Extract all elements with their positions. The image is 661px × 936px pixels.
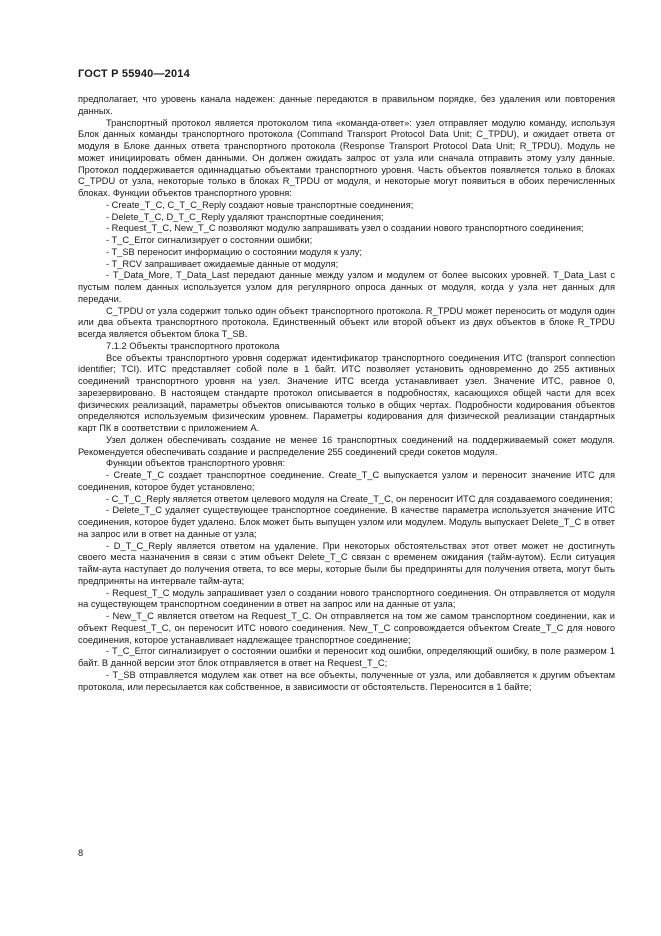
list-item: - T_RCV запрашивает ожидаемые данные от модуля; bbox=[106, 258, 339, 269]
list-item: - Delete_T_C, D_T_C_Reply удаляют транспортные соединения; bbox=[106, 211, 384, 222]
list-item: - New_T_C является ответом на Request_T_C. Он отправляется на том же самом транспортном соединении, как и объект Request_T_C, он переносит ИТС нового соединения. New_T_C сопровождается объектом Create_T_C для нового соединения, которое устанавливает надлежащее транспортное соединение; bbox=[78, 611, 615, 645]
list-item: - T_Data_More, T_Data_Last передают данные между узлом и модулем от более высоких уровней. T_Data_Last с пустым полем данных используется узлом для регулярного опроса данных от модуля, когда у узла нет данных для передачи. bbox=[78, 270, 615, 304]
list-item: - C_T_C_Reply является ответом целевого модуля на Create_T_C, он переносит ИТС для создаваемого соединения; bbox=[106, 493, 613, 504]
section-heading: 7.1.2 Объекты транспортного протокола bbox=[106, 340, 280, 351]
paragraph: Узел должен обеспечивать создание не менее 16 транспортных соединений на поддерживаемый сокет модуля. Рекомендуется обеспечивать создание и распределение 255 соединений среди сокетов модуля. bbox=[78, 434, 615, 457]
list-item: - D_T_C_Reply является ответом на удаление. При некоторых обстоятельствах этот ответ может не достигнуть своего места назначения в связи с этим объект Delete_T_C связан с временем ожидания (тайм-аутом). Если ситуация тайм-аута наступает до получения ответа, то все меры, которые были бы предприняты для получения ответа, могут быть предприняты на интервале тайм-аута; bbox=[78, 540, 615, 586]
page-number: 8 bbox=[78, 848, 84, 858]
document-body bbox=[78, 94, 615, 693]
paragraph: C_TPDU от узла содержит только один объект транспортного протокола. R_TPDU может переносить от модуля один или два объекта транспортного протокола. Единственный объект или второй объект из двух объектов в блоке R_TPDU всегда является объектом блока T_SB. bbox=[78, 305, 615, 339]
paragraph: Функции объектов транспортного уровня: bbox=[106, 458, 286, 469]
list-item: - T_C_Error сигнализирует о состоянии ошибки и переносит код ошибки, определяющий ошибку, в поле размером 1 байт. В данной версии этот блок отправляется в ответ на Request_T_C; bbox=[78, 646, 615, 668]
list-item: - T_SB переносит информацию о состоянии модуля к узлу; bbox=[106, 246, 362, 257]
list-item: - Create_T_C, C_T_C_Reply создают новые транспортные соединения; bbox=[106, 199, 414, 210]
list-item: - Create_T_C создает транспортное соединение. Create_T_C выпускается узлом и переносит значение ИТС для соединения, которое будет установлено; bbox=[78, 470, 615, 492]
list-item: - Request_T_C модуль запрашивает узел о создании нового транспортного соединения. Он отправляется от модуля на существующем транспортном соединении в ответ на запрос или на данные от узла; bbox=[78, 587, 615, 610]
paragraph: предполагает, что уровень канала надежен: данные передаются в правильном порядке, без удаления или повторения данных. bbox=[78, 94, 615, 116]
list-item: - T_SB отправляется модулем как ответ на все объекты, полученные от узла, или добавляется к другим объектам протокола, или пересылается как собственное, в зависимости от обстоятельств. Переносится в 1 байте; bbox=[78, 669, 615, 692]
page-header: ГОСТ Р 55940—2014 bbox=[78, 68, 190, 80]
paragraph: Все объекты транспортного уровня содержат идентификатор транспортного соединения ИТС (transport connection identifier; TCI). ИТС представляет собой поле в 1 байт. ИТС позволяет установить одновременно до 255 активных соединений транспортного уровня на узел. Значение ИТС всегда устанавливает узел. Значение ИТС, равное 0, зарезервировано. В настоящем стандарте протокол описывается в подробностях, касающихся общей части для всех физических реализаций, параметры объектов описываются только в общих чертах. Подробности кодирования объектов определяются используемым физическим уровнем. Параметры кодирования для физической реализации стандартных карт ПК в соответствии с приложением А. bbox=[78, 352, 615, 433]
list-item: - Request_T_C, New_T_C позволяют модулю запрашивать узел о создании нового транспортного соединения; bbox=[106, 223, 584, 234]
paragraph: Транспортный протокол является протоколом типа «команда-ответ»: узел отправляет модулю команду, используя Блок данных команды транспортного протокола (Command Transport Protocol Data Unit; C_TPDU), и ожидает ответа от модуля в Блоке данных ответа транспортного протокола (Response Transport Protocol Data Unit; R_TPDU). Модуль не может инициировать обмен данными. Он должен ожидать запрос от узла или сначала отправить этому узлу данные. Протокол поддерживается одиннадцатью объектами транспортного уровня. Часть объектов появляется только в блоках C_TPDU от узла, некоторые только в блоках R_TPDU от модуля, и некоторые могут появиться в обоих перечисленных блоках. Функции объектов транспортного уровня: bbox=[78, 117, 615, 198]
list-item: - T_C_Error сигнализирует о состоянии ошибки; bbox=[106, 235, 313, 245]
list-item: - Delete_T_C удаляет существующее транспортное соединение. В качестве параметра используется значение ИТС соединения, которое будет удалено. Блок может быть выпущен узлом или модулем. Модуль выпускает Delete_T_C в ответ на запрос или в ответ на данные от узла; bbox=[78, 505, 615, 539]
